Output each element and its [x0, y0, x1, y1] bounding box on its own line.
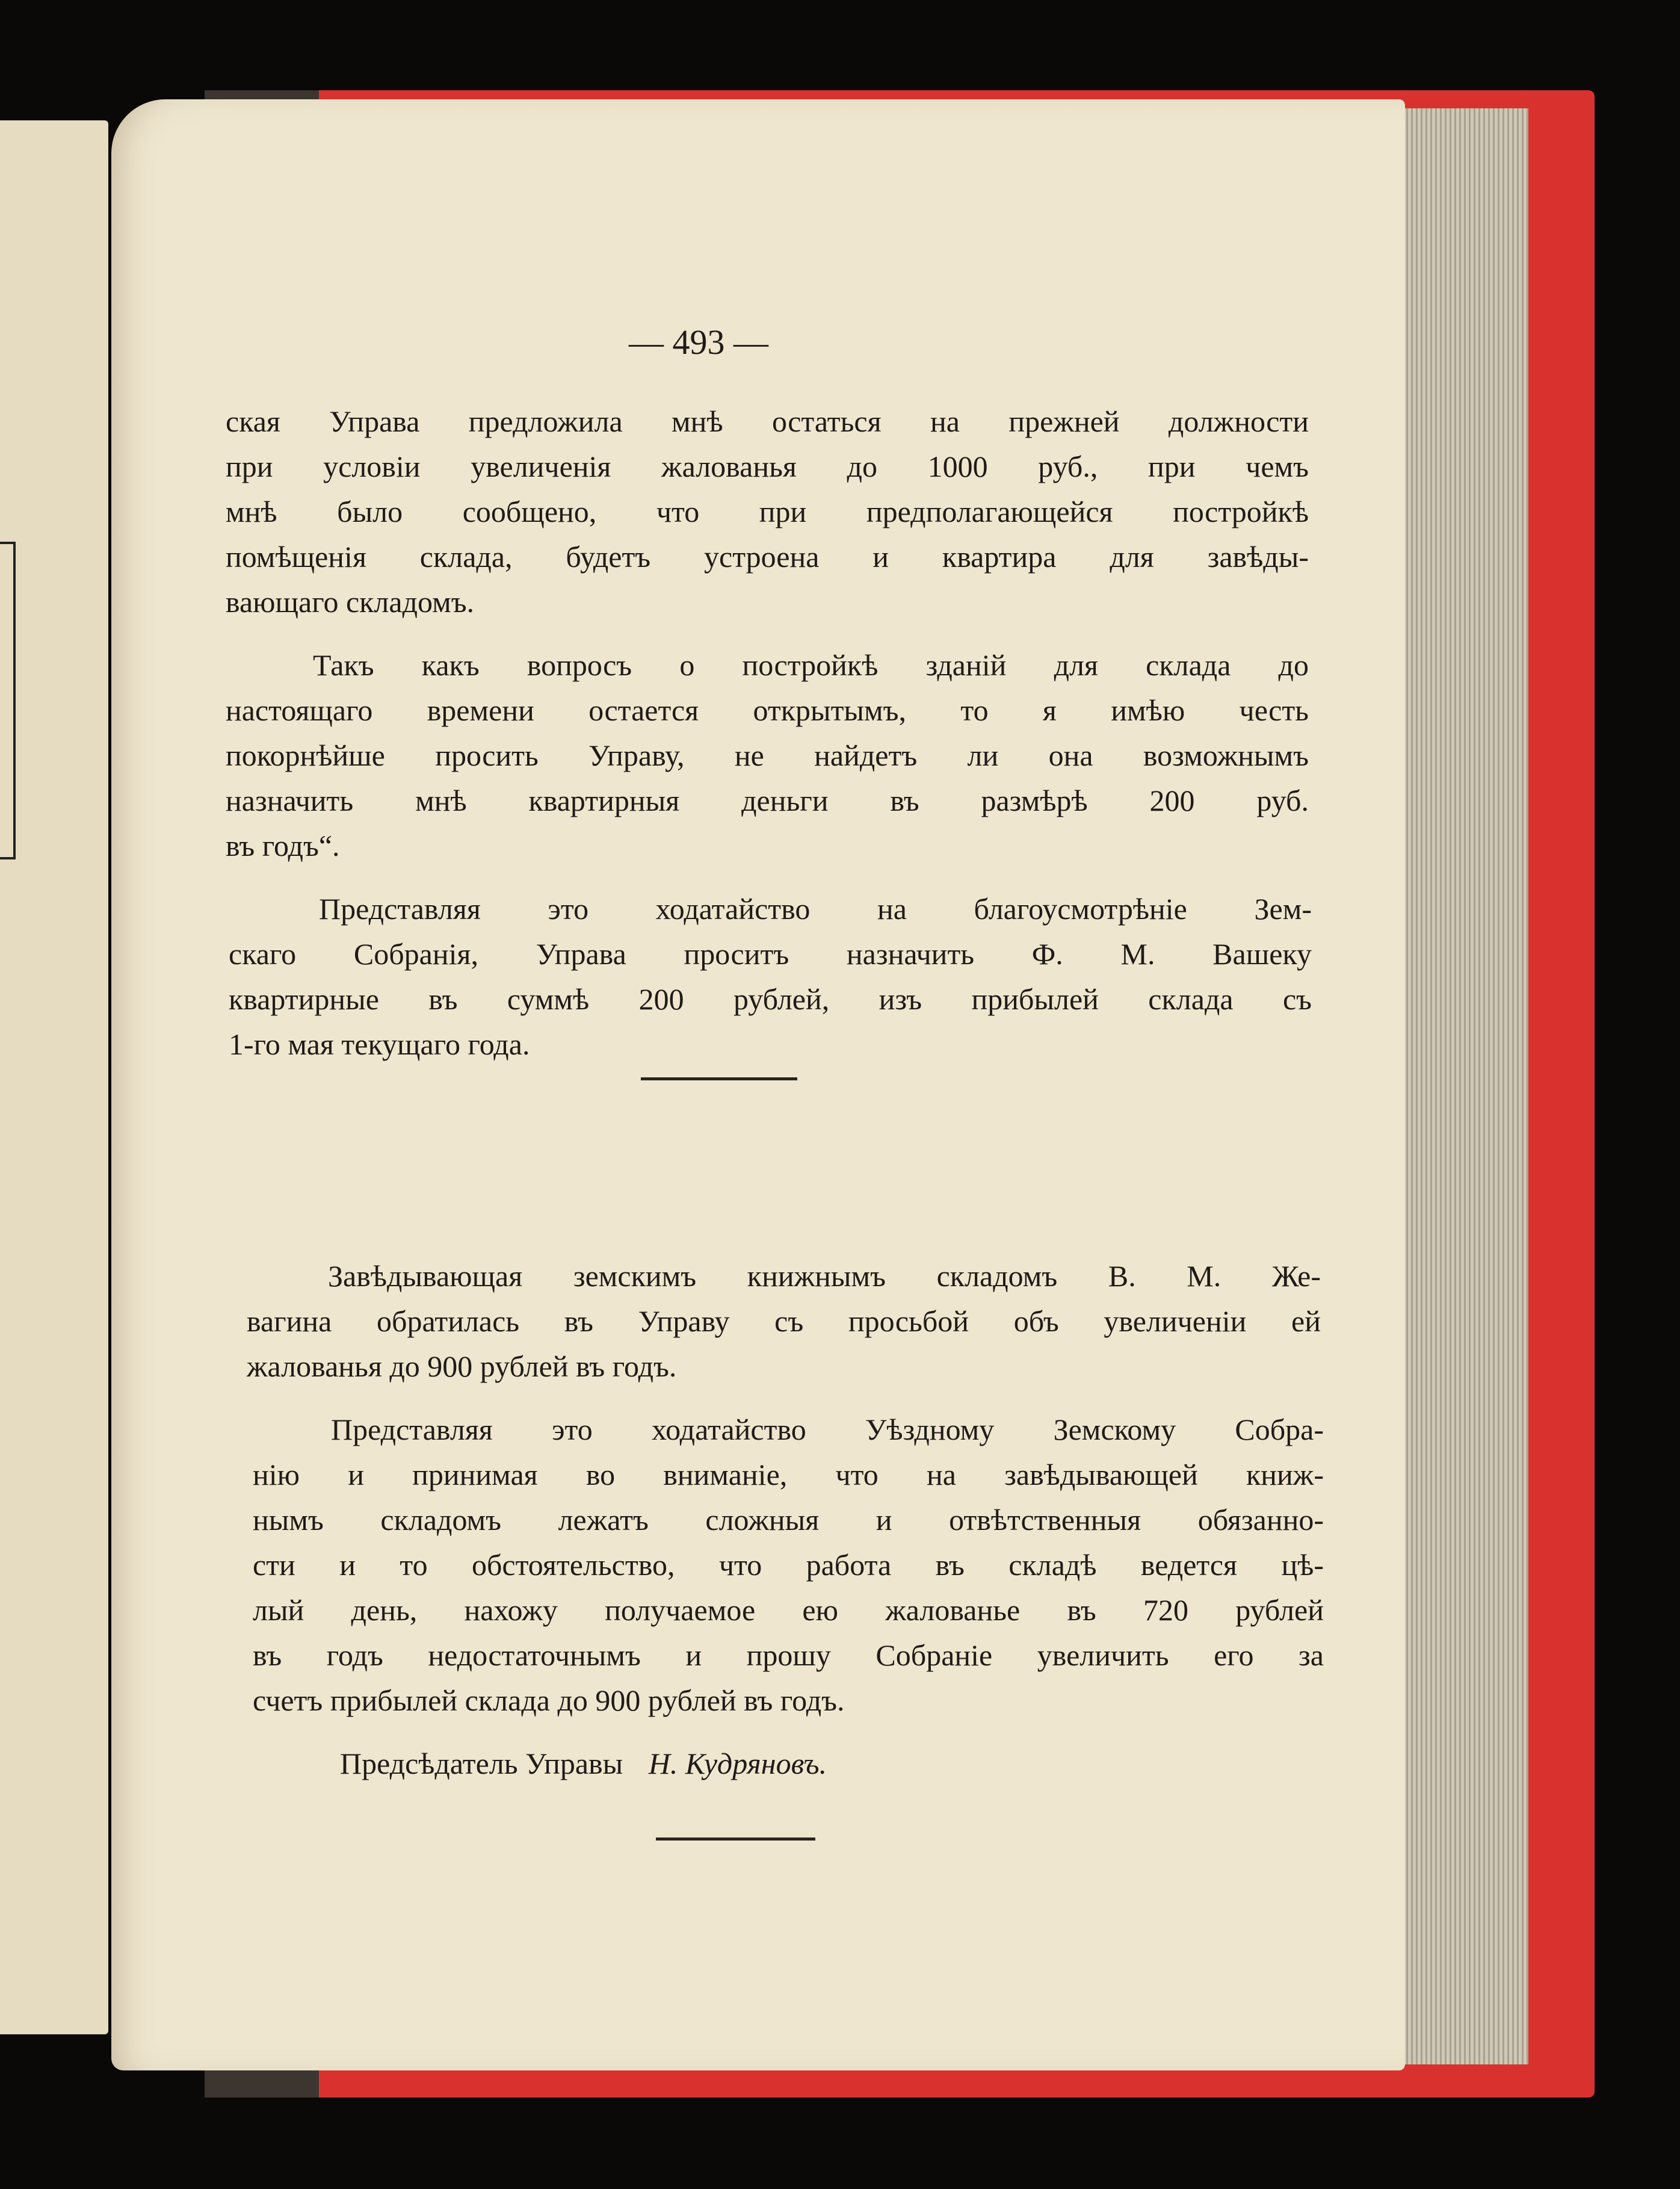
text-line: нію и принимая во вниманіе, что на завѣдывающей книж- — [253, 1458, 1324, 1491]
text-line: покорнѣйше просить Управу, не найдетъ ли она возможнымъ — [226, 738, 1309, 772]
text-line: назначить мнѣ квартирныя деньги въ размѣрѣ 200 руб. — [226, 784, 1309, 817]
text-line: при условіи увеличенія жалованья до 1000 руб., при чемъ — [226, 450, 1309, 483]
text-line: Такъ какъ вопросъ о постройкѣ зданій для склада до — [313, 648, 1309, 682]
text-line: сти и то обстоятельство, что работа въ складѣ ведется цѣ- — [253, 1548, 1324, 1582]
facing-page — [0, 120, 108, 2034]
facing-page-frame — [0, 542, 16, 859]
text-line: помѣщенія склада, будетъ устроена и квартира для завѣды- — [226, 540, 1309, 574]
text-line: Завѣдывающая земскимъ книжнымъ складомъ В. М. Же- — [328, 1259, 1321, 1293]
text-line: въ годъ“. — [226, 829, 340, 862]
text-line: вагина обратилась въ Управу съ просьбой объ увеличеніи ей — [247, 1304, 1321, 1338]
text-line: настоящаго времени остается открытымъ, то я имѣю честь — [226, 693, 1309, 727]
text-line: 1-го мая текущаго года. — [229, 1027, 530, 1061]
signature-name: Н. Кудряновъ. — [648, 1747, 827, 1780]
text-line: вающаго складомъ. — [226, 585, 475, 619]
text-line: лый день, нахожу получаемое ею жалованье въ 720 рублей — [253, 1593, 1324, 1627]
text-line: жалованья до 900 рублей въ годъ. — [247, 1349, 677, 1383]
page-edges — [1384, 108, 1528, 2064]
text-line: мнѣ было сообщено, что при предполагающейся постройкѣ — [226, 495, 1309, 528]
text-line: Представляя это ходатайство Уѣздному Земскому Собра- — [331, 1413, 1324, 1446]
text-line: скаго Собранія, Управа проситъ назначить Ф. М. Вашеку — [229, 937, 1312, 971]
text-line: квартирные въ суммѣ 200 рублей, изъ прибылей склада съ — [229, 982, 1312, 1016]
text-line: ская Управа предложила мнѣ остаться на прежней должности — [226, 404, 1309, 438]
separator-rule — [641, 1077, 797, 1080]
page-number: — 493 — — [629, 323, 768, 362]
separator-rule — [656, 1838, 815, 1841]
text-line: Представляя это ходатайство на благоусмотрѣніе Зем- — [319, 892, 1312, 926]
signature-title: Предсѣдатель Управы — [340, 1747, 623, 1780]
book-page — [111, 99, 1405, 2070]
text-line: нымъ складомъ лежатъ сложныя и отвѣтственныя обязанно- — [253, 1503, 1324, 1537]
text-line: счетъ прибылей склада до 900 рублей въ годъ. — [253, 1683, 845, 1717]
text-line: въ годъ недостаточнымъ и прошу Собраніе увеличить его за — [253, 1638, 1324, 1672]
signature-line — [340, 1748, 827, 1779]
